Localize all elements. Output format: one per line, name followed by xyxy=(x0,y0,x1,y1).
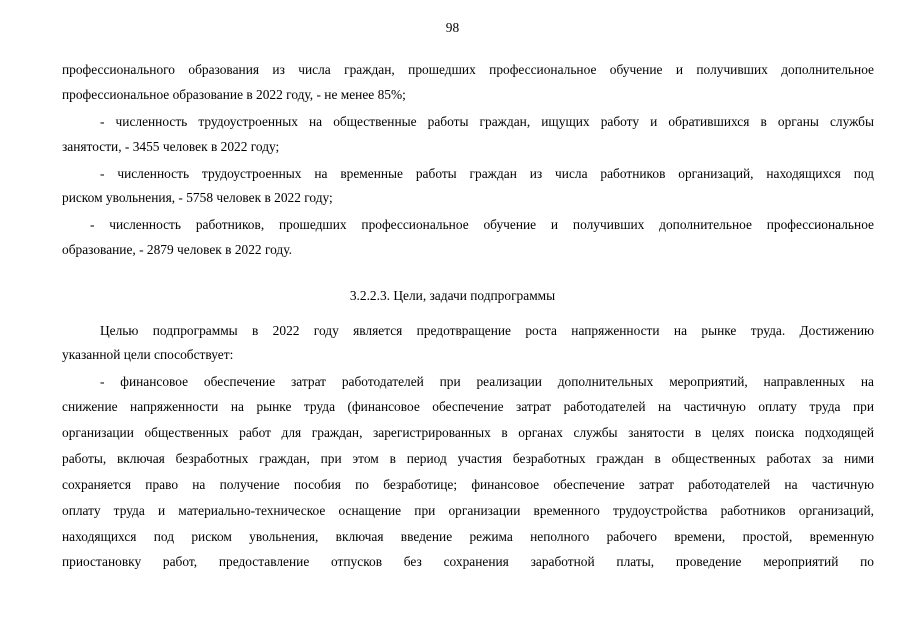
paragraph-line: образование, - 2879 человек в 2022 году. xyxy=(62,242,292,257)
paragraph-line: - численность работников, прошедших профессиональное обучение и получивших дополнительное профессиональное xyxy=(90,217,874,232)
paragraph-line: риском увольнения, - 5758 человек в 2022 году; xyxy=(62,190,333,205)
paragraph-line: находящихся под риском увольнения, включая введение режима неполного рабочего времени, простой, временную xyxy=(62,529,874,544)
paragraph-line: сохраняется право на получение пособия по безработице; финансовое обеспечение затрат работодателей на частичную xyxy=(62,477,874,492)
page-number: 98 xyxy=(445,20,460,35)
paragraph-line: указанной цели способствует: xyxy=(62,347,234,362)
paragraph-line: - финансовое обеспечение затрат работодателей при реализации дополнительных мероприятий, направленных на xyxy=(100,374,874,389)
paragraph-line: приостановку работ, предоставление отпусков без сохранения заработной платы, проведение мероприятий по xyxy=(62,554,874,569)
paragraph-line: профессионального образования из числа граждан, прошедших профессиональное обучение и получивших дополнительное xyxy=(62,62,874,77)
paragraph-line: Целью подпрограммы в 2022 году является предотвращение роста напряженности на рынке труда. Достижению xyxy=(100,323,874,338)
paragraph-line: - численность трудоустроенных на общественные работы граждан, ищущих работу и обратившихся в органы службы xyxy=(100,114,874,129)
paragraph-line: работы, включая безработных граждан, при этом в период участия безработных граждан в общественных работах за ними xyxy=(62,451,874,466)
paragraph-line: занятости, - 3455 человек в 2022 году; xyxy=(62,139,280,154)
paragraph-line: оплату труда и материально-техническое оснащение при организации временного трудоустройства работников организаций, xyxy=(62,503,874,518)
paragraph-line: организации общественных работ для граждан, зарегистрированных в органах службы занятости в целях поиска подходящей xyxy=(62,425,874,440)
section-heading: 3.2.2.3. Цели, задачи подпрограммы xyxy=(349,288,556,303)
paragraph-line: профессиональное образование в 2022 году, - не менее 85%; xyxy=(62,87,406,102)
paragraph-line: снижение напряженности на рынке труда (финансовое обеспечение затрат работодателей на частичную оплату труда при xyxy=(62,399,874,414)
paragraph-line: - численность трудоустроенных на временные работы граждан из числа работников организаций, находящихся под xyxy=(100,166,874,181)
